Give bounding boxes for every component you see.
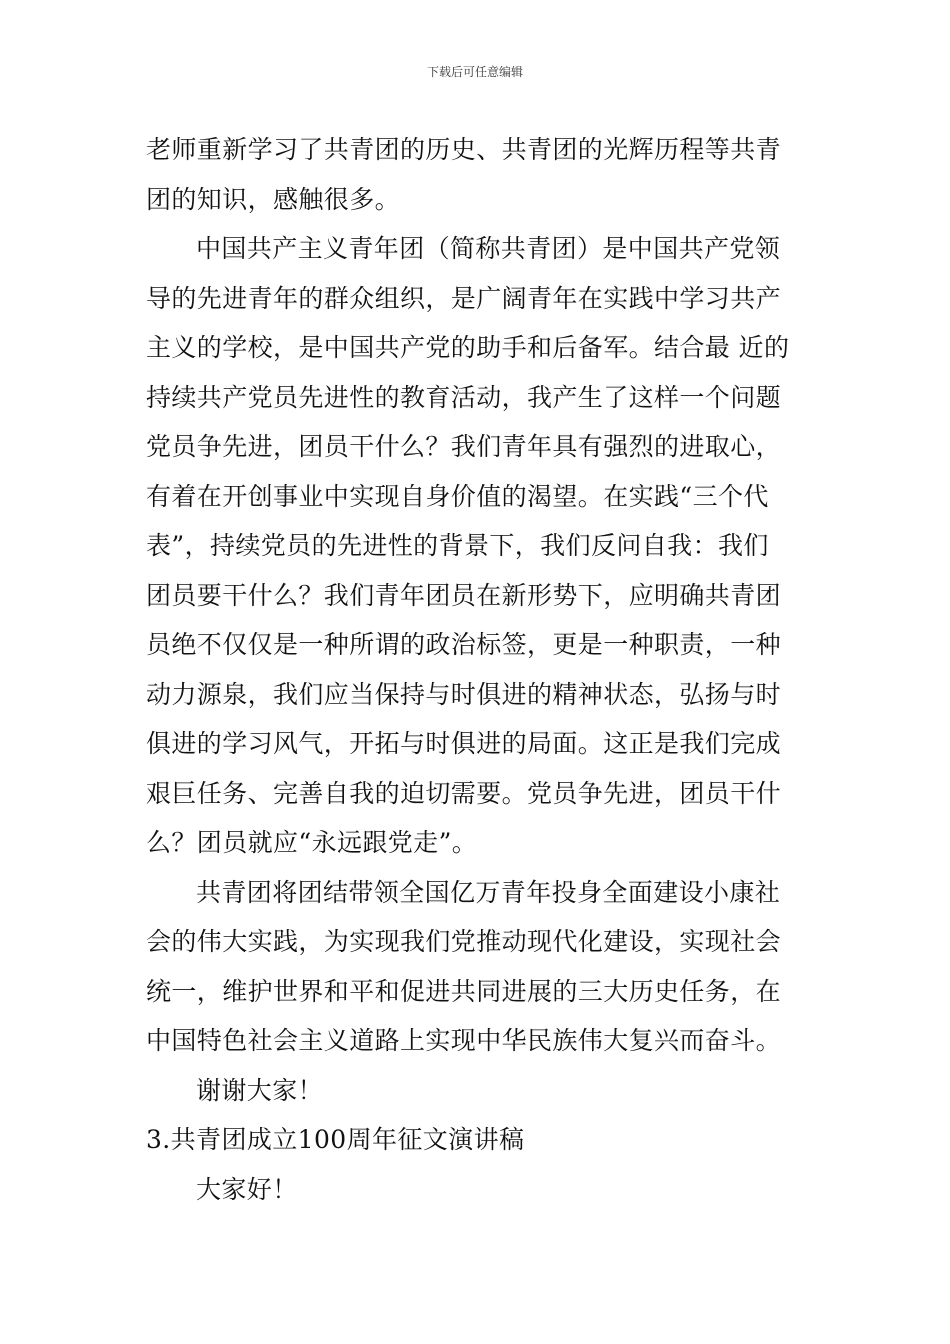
page-header: 下载后可任意编辑 [426, 65, 523, 79]
text-line: 么？团员就应“永远跟党走”。 [146, 828, 478, 857]
text-line: 会的伟大实践，为实现我们党推动现代化建设，实现社会 [146, 927, 782, 956]
text-line: 团的知识，感触很多。 [146, 184, 401, 214]
document-body [146, 125, 812, 1214]
text-line: 中国特色社会主义道路上实现中华民族伟大复兴而奋斗。 [146, 1026, 782, 1055]
text-line: 党员争先进，团员干什么？我们青年具有强烈的进取心， [146, 432, 782, 461]
paragraph [146, 1115, 812, 1165]
text-line: 大家好！ [196, 1174, 298, 1204]
text-line: 谢谢大家！ [196, 1075, 324, 1105]
text-line: 有着在开创事业中实现自身价值的渴望。在实践“三个代 [146, 481, 769, 511]
text-line: 老师重新学习了共青团的历史、共青团的光辉历程等共青 [146, 135, 782, 164]
paragraph [146, 1066, 812, 1116]
text-line: 导的先进青年的群众组织，是广阔青年在实践中学习共产 [146, 283, 782, 313]
paragraph [146, 224, 812, 868]
text-line: 统一，维护世界和平和促进共同进展的三大历史任务，在 [146, 976, 782, 1006]
text-line: 团员要干什么？我们青年团员在新形势下，应明确共青团 [146, 580, 782, 610]
text-line: 俱进的学习风气，开拓与时俱进的局面。这正是我们完成 [146, 729, 782, 758]
text-line: 员绝不仅仅是一种所谓的政治标签，更是一种职责，一种 [146, 630, 782, 659]
text-line: 共青团将团结带领全国亿万青年投身全面建设小康社 [196, 877, 781, 907]
text-line: 动力源泉，我们应当保持与时俱进的精神状态，弘扬与时 [146, 679, 782, 709]
paragraph [146, 125, 812, 224]
text-line: 3.共青团成立100周年征文演讲稿 [146, 1125, 525, 1154]
text-line: 主义的学校，是中国共产党的助手和后备军。结合最 近的 [146, 333, 790, 362]
text-line: 艰巨任务、完善自我的迫切需要。党员争先进，团员干什 [146, 778, 782, 808]
paragraph [146, 868, 812, 1066]
text-line: 中国共产主义青年团（简称共青团）是中国共产党领 [196, 234, 781, 263]
text-line: 表”，持续党员的先进性的背景下，我们反问自我：我们 [146, 531, 769, 560]
text-line: 持续共产党员先进性的教育活动，我产生了这样一个问题 [146, 382, 782, 412]
paragraph [146, 1165, 812, 1215]
